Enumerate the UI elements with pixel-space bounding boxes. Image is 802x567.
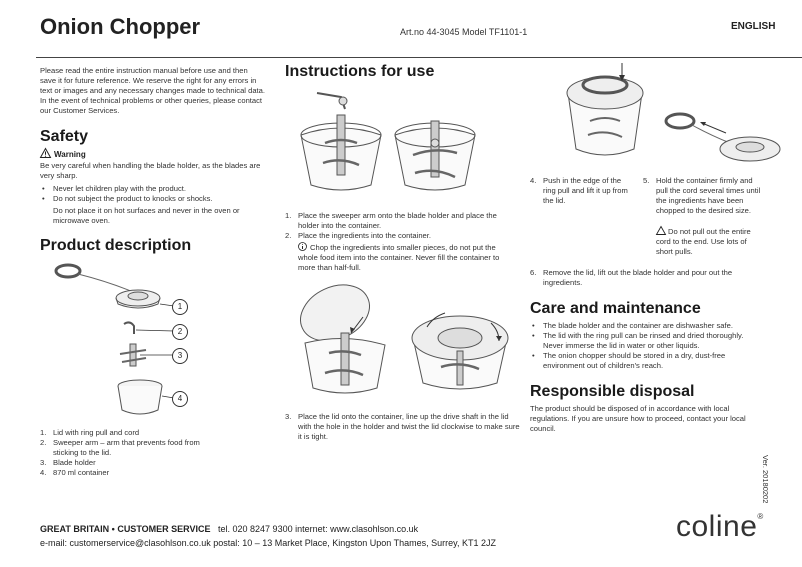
instructions-heading: Instructions for use: [285, 63, 435, 80]
info-icon: [298, 242, 307, 251]
step4-5-illustration: [560, 63, 780, 173]
footer-contact-line: [40, 524, 418, 534]
list-item: 6. Remove the lid, lift out the blade holder and pour out the ingredients.: [530, 268, 733, 287]
version-label: Ver. 20180202: [761, 455, 770, 504]
disposal-text: The product should be disposed of in accordance with local regulations. If you are unsure how to proceed, contact your local council.: [530, 404, 746, 433]
footer-address-line: e-mail: customerservice@clasohlson.co.uk postal: 10 – 13 Market Place, Kingston Upon Thames, Surrey, KT1 2JZ: [40, 538, 497, 548]
product-heading: Product description: [40, 237, 192, 254]
footer-region: GREAT BRITAIN • CUSTOMER SERVICE: [40, 524, 211, 534]
intro-text: Please read the entire instruction manual before use and then save it for future reference. We reserve the right for any errors in text or images and any necessary changes made to technical data. In the event of technical problems or other queries, please contact our Customer Services.: [40, 66, 265, 115]
care-heading: Care and maintenance: [530, 300, 701, 317]
list-item: 3. Blade holder: [40, 458, 96, 467]
callout-4: 4: [172, 391, 188, 407]
list-item: 1. Lid with ring pull and cord: [40, 428, 140, 437]
list-item: 5. Hold the container firmly and pull the cord several times until the ingredients have been chopped to the desired size.: [643, 176, 761, 215]
step3-illustration: [295, 283, 520, 408]
warning-label: Warning: [40, 148, 86, 159]
list-item: 4. Push in the edge of the ring pull and lift it up from the lid.: [530, 176, 628, 205]
steps-list-6: [530, 268, 755, 288]
article-number: Art.no 44-3045 Model TF1101-1: [400, 27, 528, 37]
warning-icon: [40, 148, 51, 158]
page-title: Onion Chopper: [40, 14, 201, 39]
list-item: • The blade holder and the container are dishwasher safe.: [530, 321, 760, 331]
list-item: 2. Place the ingredients into the container.: [285, 231, 431, 240]
step1-illustration: [295, 85, 515, 205]
steps-list-1-2: [285, 211, 510, 241]
warning-icon: [656, 226, 666, 235]
list-item: 2. Sweeper arm – arm that prevents food from sticking to the lid.: [40, 438, 200, 457]
callout-1: 1: [172, 299, 188, 315]
step2-note: Chop the ingredients into smaller pieces, do not put the whole food item into the container. Never fill the container to more than half-full.: [298, 243, 500, 272]
safety-subnote: Do not place it on hot surfaces and never in the oven or microwave oven.: [53, 206, 240, 225]
warning-text: Be very careful when handling the blade holder, as the blades are very sharp.: [40, 161, 261, 180]
callout-3: 3: [172, 348, 188, 364]
safety-list: [40, 184, 270, 204]
language-label: ENGLISH: [731, 21, 776, 32]
steps-list-3: [285, 412, 520, 442]
step5-note: Do not pull out the entire cord to the end. Use lots of short pulls.: [656, 227, 751, 256]
footer-phone-web: tel. 020 8247 9300 internet: www.clasohlson.co.uk: [218, 524, 419, 534]
list-item: • The onion chopper should be stored in a dry, dust-free environment out of children's reach.: [530, 351, 760, 371]
safety-heading: Safety: [40, 128, 89, 145]
steps-list-5: [643, 176, 763, 216]
product-parts-list: [40, 428, 225, 478]
header-divider: [36, 57, 802, 58]
care-list: [530, 321, 760, 371]
list-item: • Do not subject the product to knocks or shocks.: [40, 194, 270, 204]
callout-2: 2: [172, 324, 188, 340]
disposal-heading: Responsible disposal: [530, 383, 695, 400]
list-item: 4. 870 ml container: [40, 468, 110, 477]
list-item: • Never let children play with the product.: [40, 184, 270, 194]
steps-list-4: [530, 176, 635, 206]
list-item: • The lid with the ring pull can be rinsed and dried thoroughly. Never immerse the lid in water or other liquids.: [530, 331, 760, 351]
list-item: 3. Place the lid onto the container, line up the drive shaft in the lid with the hole in the holder and twist the lid clockwise to make sure it is tight.: [285, 412, 520, 441]
list-item: 1. Place the sweeper arm onto the blade holder and place the holder into the container.: [285, 211, 497, 230]
brand-logo: coline®: [676, 510, 764, 543]
